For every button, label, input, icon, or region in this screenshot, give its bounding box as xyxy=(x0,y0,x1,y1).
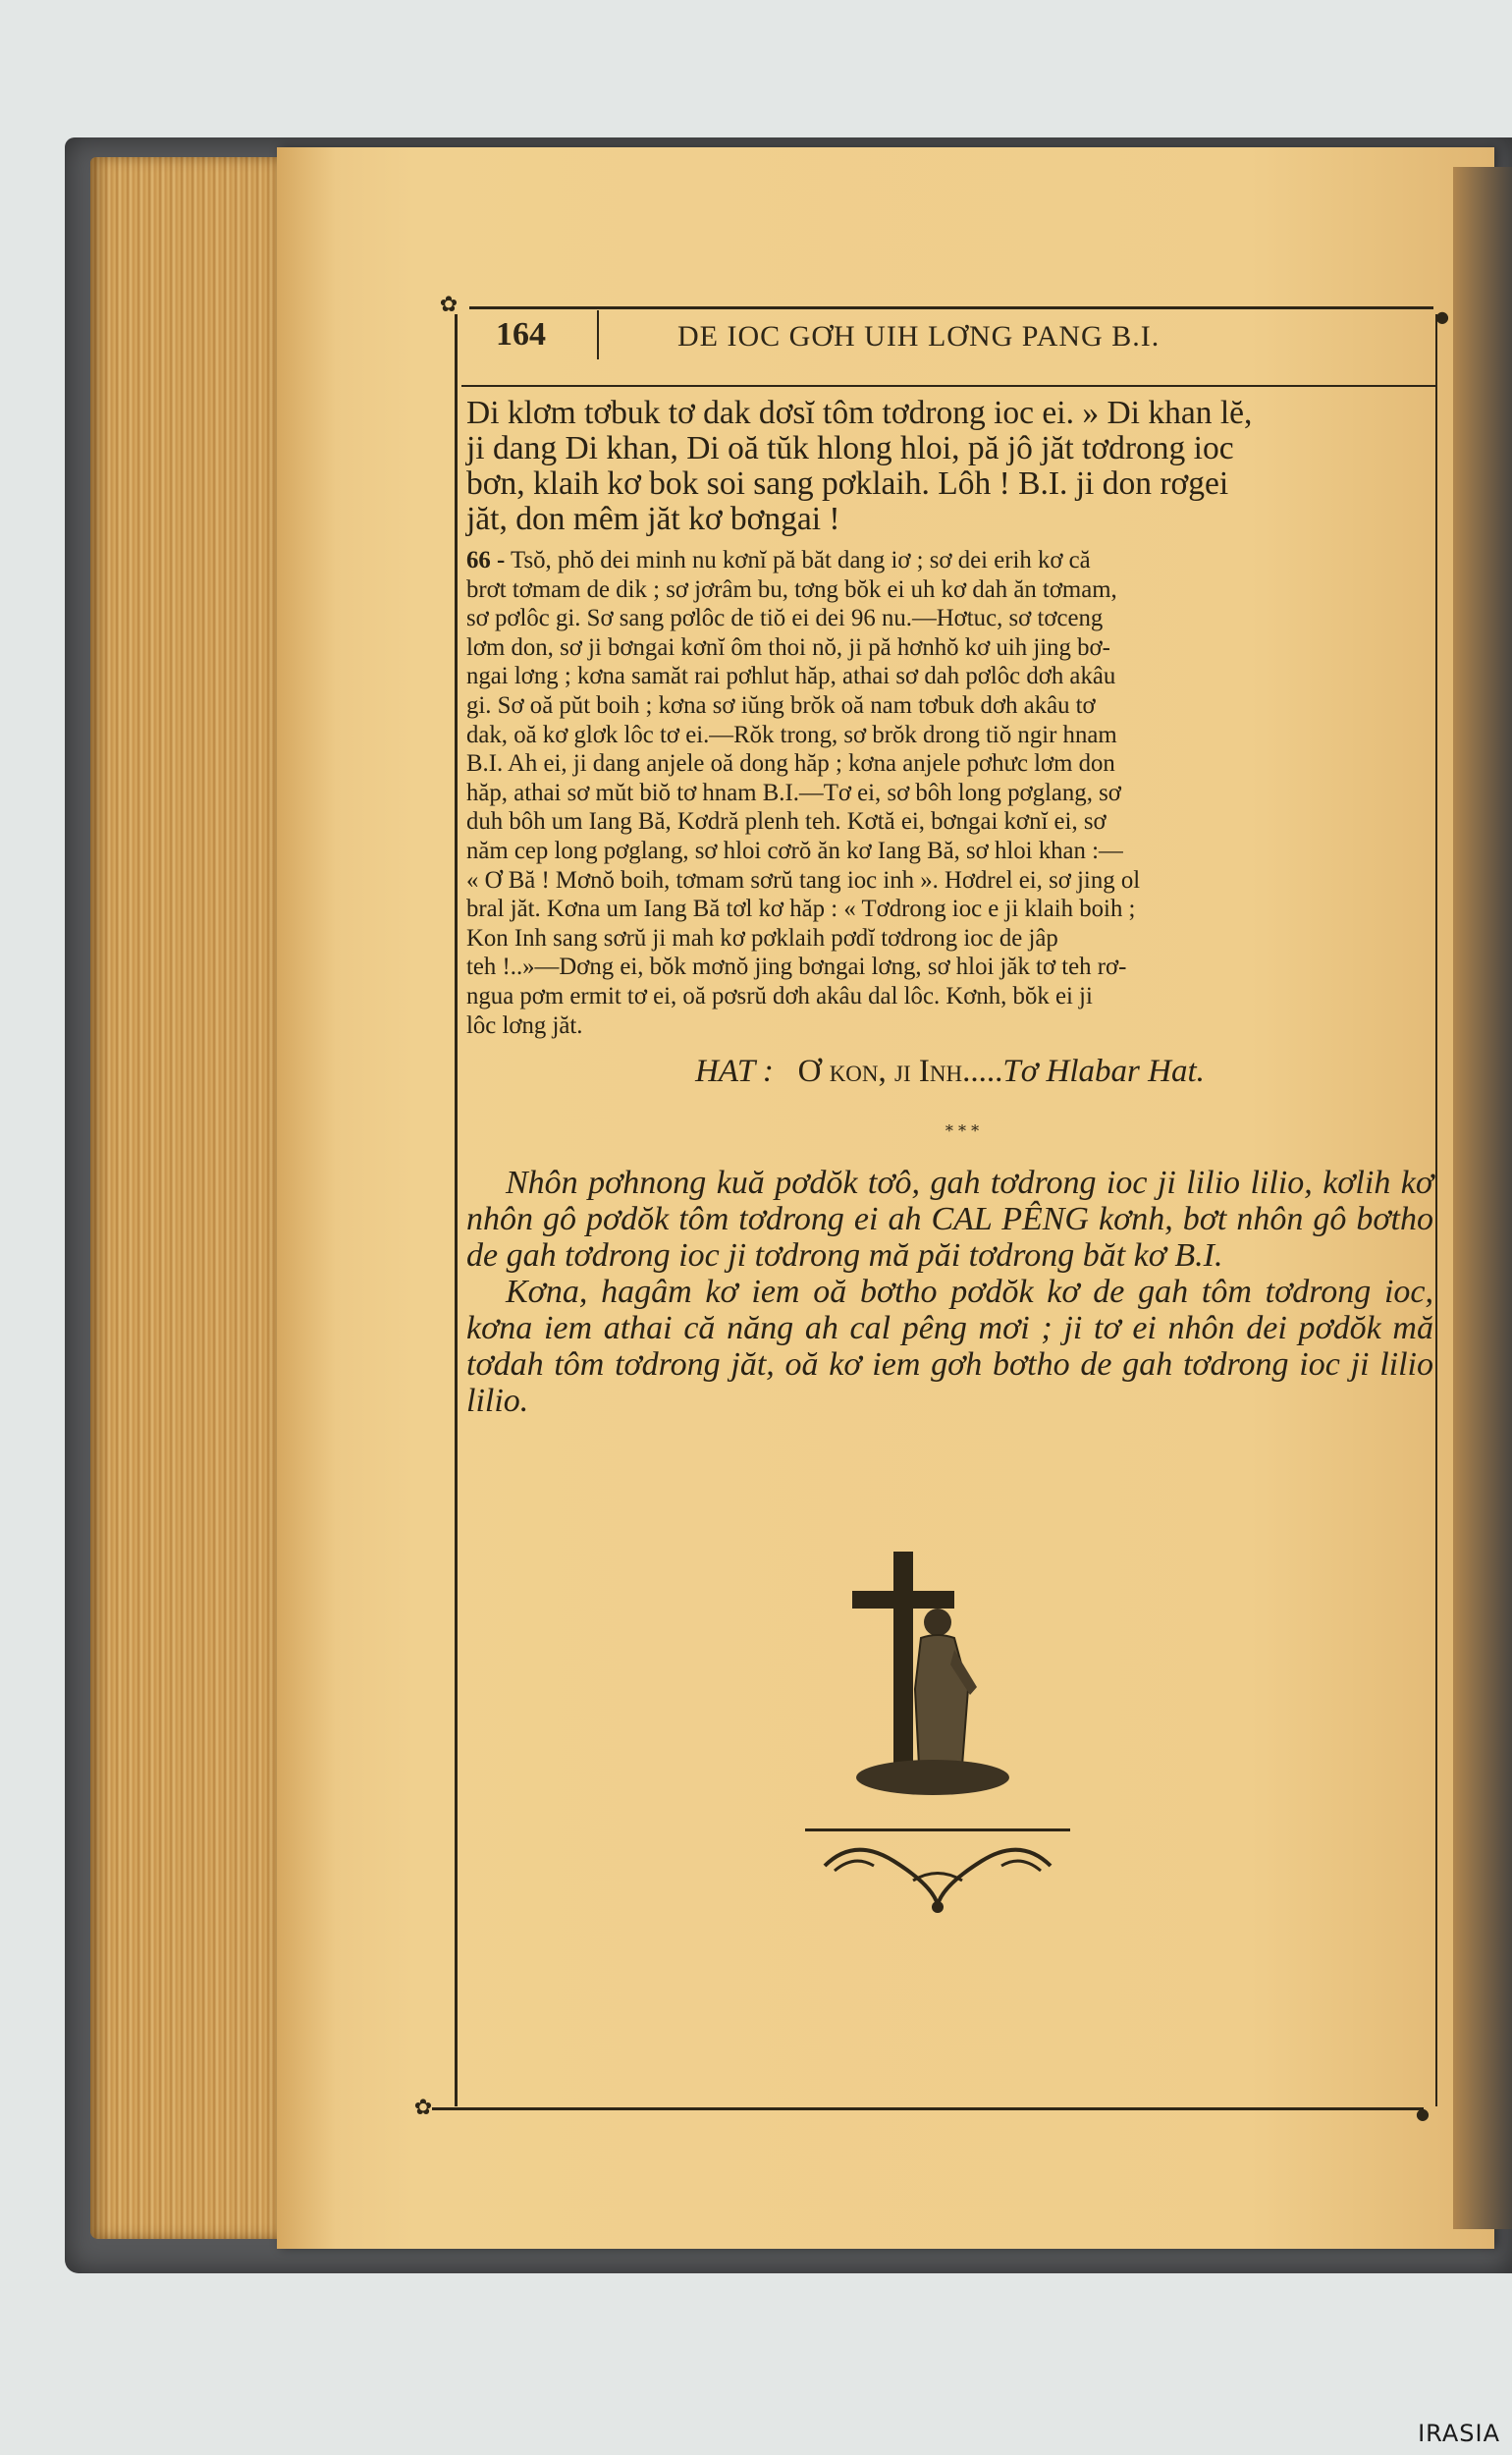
running-title: DE IOC GƠH UIH LƠNG PANG B.I. xyxy=(677,320,1161,353)
text-line xyxy=(466,546,1433,575)
frame-bottom-line xyxy=(432,2107,1424,2110)
text-line: lơm don, sơ ji bơngai kơnĭ ôm thoi nŏ, ji pă hơnhŏ kơ uih jing bơ- xyxy=(466,633,1110,661)
text-line: jăt, don mêm jăt kơ bơngai ! xyxy=(466,501,840,537)
page-edges xyxy=(90,157,306,2239)
page-right-margin xyxy=(1453,167,1512,2229)
paragraph-top xyxy=(466,396,1433,537)
corner-ornament-top-left: ✿ xyxy=(439,293,459,317)
text-line: bơn, klaih kơ bok soi sang pơklaih. Lôh ! B.I. ji don rơgei xyxy=(466,465,1229,502)
text-line: Kon Inh sang sơrŭ ji mah kơ pơklaih pơdĭ tơdrong ioc de jâp xyxy=(466,924,1058,952)
head-divider xyxy=(597,310,599,359)
italic-paragraph: Nhôn pơhnong kuă pơdŏk tơô, gah tơdrong ioc ji lilio lilio, kơlih kơ nhôn gô pơdŏk tôm tơdrong ei ah CAL PÊNG kơnh, bơt nhôn gô bơtho de gah tơdrong ioc ji tơdrong mă păi tơdrong băt kơ B.I. xyxy=(466,1165,1433,1274)
text-line: hăp, athai sơ mŭt biŏ tơ hnam B.I.—Tơ ei, sơ bôh long pơglang, sơ xyxy=(466,779,1121,806)
text-line: lôc lơng jăt. xyxy=(466,1011,583,1039)
section-66 xyxy=(466,546,1433,1040)
corner-ornament-bottom-right: ● xyxy=(1416,2104,1430,2123)
frame-head-underline xyxy=(461,385,1435,387)
text-line: bral jăt. Kơna um Iang Bă tơl kơ hăp : « Tơdrong ioc e ji klaih boih ; xyxy=(466,896,1136,923)
text-line: năm cep long pơglang, sơ hloi cơrŏ ăn kơ Iang Bă, sơ hloi khan :— xyxy=(466,837,1123,864)
text-line: teh !..»—Dơng ei, bŏk mơnŏ jing bơngai lơng, sơ hloi jăk tơ teh rơ- xyxy=(466,954,1127,981)
section-number: 66 - xyxy=(466,547,506,573)
frame-right-line xyxy=(1435,314,1437,2106)
text-line: ngai lơng ; kơna samăt rai pơhlut hăp, athai sơ dah pơlôc dơh akâu xyxy=(466,663,1116,690)
page-number: 164 xyxy=(496,316,546,353)
section-stars: * * * xyxy=(945,1121,980,1140)
text-line: gi. Sơ oă pŭt boih ; kơna sơ iŭng brŏk oă nam tơbuk dơh akâu tơ xyxy=(466,691,1096,719)
text-line: B.I. Ah ei, ji dang anjele oă dong hăp ; kơna anjele pơhưc lơm don xyxy=(466,750,1115,778)
text-line: ji dang Di khan, Di oă tŭk hlong hloi, pă jô jăt tơdrong ioc xyxy=(466,430,1234,466)
italic-paragraph: Kơna, hagâm kơ iem oă bơtho pơdŏk kơ de gah tôm tơdrong ioc, kơna iem athai că năng ah cal pêng mơi ; ji tơ ei nhôn dei pơdŏk mă tơdah tôm tơdrong jăt, oă kơ iem gơh bơtho de gah tơdrong ioc ji lilio lilio. xyxy=(466,1274,1433,1419)
text-line: duh bôh um Iang Bă, Kơdră plenh teh. Kơtă ei, bơngai kơnĭ ei, sơ xyxy=(466,808,1107,836)
hat-source: Tơ Hlabar Hat. xyxy=(1002,1054,1205,1089)
frame-left-line xyxy=(455,314,458,2106)
frame-top-line xyxy=(469,306,1433,309)
text-line: « Ơ Bă ! Mơnŏ boih, tơmam sơrŭ tang ioc inh ». Hơdrel ei, sơ jing ol xyxy=(466,866,1141,894)
text-line: Di klơm tơbuk tơ dak dơsĭ tôm tơdrong ioc ei. » Di khan lĕ, xyxy=(466,395,1253,431)
watermark-label: IRASIA xyxy=(1418,2420,1500,2447)
text-line: sơ pơlôc gi. Sơ sang pơlôc de tiŏ ei dei 96 nu.—Hơtuc, sơ tơceng xyxy=(466,605,1104,632)
text-line: dak, oă kơ glơk lôc tơ ei.—Rŏk trong, sơ brŏk drong tiŏ ngir hnam xyxy=(466,721,1117,748)
italic-paragraphs xyxy=(466,1165,1433,1419)
running-head xyxy=(471,316,1453,365)
corner-ornament-top-right: ● xyxy=(1435,307,1449,326)
text-line-content: Tsŏ, phŏ dei minh nu kơnĭ pă băt dang iơ ; sơ dei erih kơ că xyxy=(511,547,1091,573)
hymn-reference xyxy=(466,1054,1433,1090)
child-with-cross-illustration xyxy=(795,1542,1080,1935)
text-line: brơt tơmam de dik ; sơ jơrâm bu, tơng bŏk ei uh kơ dah ăn tơmam, xyxy=(466,575,1117,603)
text-line: ngua pơm ermit tơ ei, oă pơsrŭ dơh akâu dal lôc. Kơnh, bŏk ei ji xyxy=(466,982,1093,1009)
hat-label: HAT : xyxy=(695,1054,774,1089)
corner-ornament-bottom-left: ✿ xyxy=(413,2096,433,2120)
hat-text: Ơ kon, ji Inh..... xyxy=(797,1054,1003,1089)
